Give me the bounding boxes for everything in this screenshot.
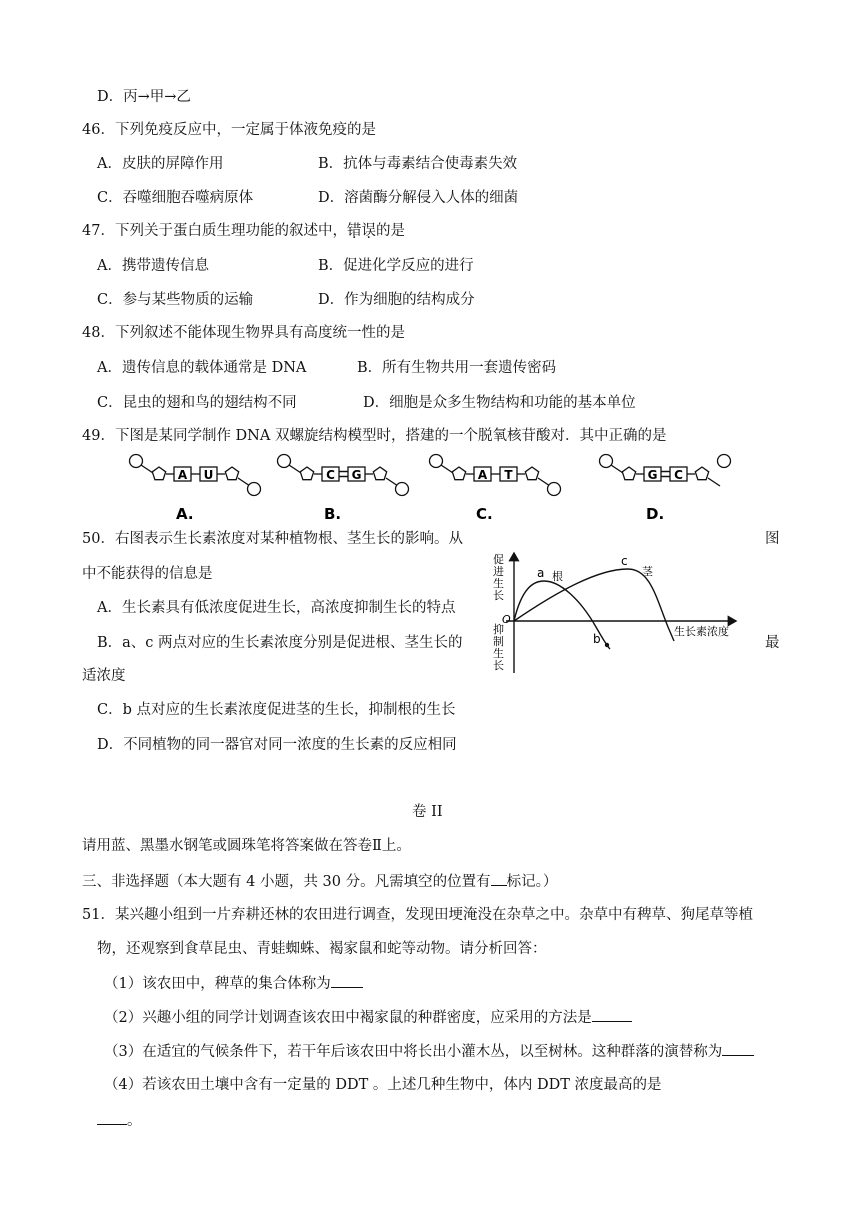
section-three-post: 标记。） — [506, 874, 558, 890]
q51-sub2-text: （2）兴趣小组的同学计划调查该农田中褐家鼠的种群密度，应采用的方法是 — [104, 1010, 592, 1026]
option-label: A. — [176, 505, 194, 523]
answer-blank-1[interactable] — [331, 973, 363, 988]
auxin-effect-graph — [488, 547, 758, 677]
answer-blank-2[interactable] — [592, 1007, 632, 1022]
q46-option-b: B．抗体与毒素结合使毒素失效 — [318, 156, 518, 172]
base-letter-right: C — [674, 468, 683, 482]
label-root: 根 — [552, 570, 563, 583]
point-b — [605, 643, 609, 647]
phosphate-circle — [130, 455, 143, 468]
blank-marker — [491, 871, 507, 886]
q47-option-d: D．作为细胞的结构成分 — [318, 292, 475, 308]
base-letter-right: T — [504, 468, 513, 482]
q47-stem — [82, 221, 405, 241]
q51-sub1-text: （1）该农田中，稗草的集合体称为 — [104, 976, 331, 992]
phosphate-circle — [548, 483, 561, 496]
phosphate-circle — [430, 455, 443, 468]
sugar-pentagon — [622, 467, 635, 480]
label-point-c: c — [621, 554, 628, 568]
q48-option-d: D．细胞是众多生物结构和功能的基本单位 — [363, 395, 636, 411]
part2-title: 卷 II — [412, 804, 443, 820]
base-letter-left: A — [177, 468, 188, 482]
base-letter-left: C — [326, 468, 335, 482]
q50-option-c: C．b 点对应的生长素浓度促进茎的生长，抑制根的生长 — [97, 702, 456, 718]
q48-option-b: B．所有生物共用一套遗传密码 — [357, 360, 557, 376]
q47-option-a: A．携带遗传信息 — [97, 258, 209, 274]
part2-instruction: 请用蓝、黑墨水钢笔或圆珠笔将答案做在答卷Ⅱ上。 — [82, 838, 411, 854]
phosphate-circle — [248, 483, 261, 496]
q47-emphasis-1: 错 — [346, 223, 362, 239]
q47-emphasis-2: 误 — [361, 223, 376, 239]
base-letter-left: A — [477, 468, 488, 482]
q50-option-b-line2: 适浓度 — [82, 668, 126, 684]
q51-sub2 — [104, 1007, 632, 1028]
q48-option-c: C．昆虫的翅和鸟的翅结构不同 — [97, 395, 297, 411]
q47-option-c: C．参与某些物质的运输 — [97, 292, 254, 308]
phosphate-circle — [600, 455, 613, 468]
answer-blank-3[interactable] — [722, 1041, 754, 1056]
option-label: C. — [476, 505, 493, 523]
q46-stem: 46．下列免疫反应中，一定属于体液免疫的是 — [82, 122, 376, 138]
sugar-pentagon — [300, 467, 313, 480]
q51-sub4-end: 。 — [127, 1113, 142, 1129]
sugar-pentagon — [373, 467, 386, 480]
y-axis-label-promote: 促进生长 — [493, 553, 504, 602]
q47-option-b: B．促进化学反应的进行 — [318, 258, 474, 274]
nucleotide-pair-diagrams — [0, 453, 865, 528]
q46-option-d: D．溶菌酶分解侵入人体的细菌 — [318, 190, 519, 206]
q51-stem-line2: 物，还观察到食草昆虫、青蛙蜘蛛、褐家鼠和蛇等动物。请分析回答： — [97, 941, 547, 957]
label-stem: 茎 — [642, 565, 653, 578]
bond-line — [611, 465, 623, 473]
answer-blank-4[interactable] — [97, 1110, 127, 1125]
q48-stem: 48．下列叙述不能体现生物界具有高度统一性的是 — [82, 325, 405, 341]
q50-stem-line2: 中不能获得的信息是 — [82, 566, 213, 582]
q47-stem-pre: 47．下列关于蛋白质生理功能的叙述中， — [82, 223, 347, 239]
q50-stem-line1: 50．右图表示生长素浓度对某种植物根、茎生长的影响。从 — [82, 531, 463, 547]
label-point-a: a — [537, 566, 545, 580]
base-letter-right: U — [203, 468, 214, 482]
q47-stem-post: 的是 — [375, 223, 405, 239]
section-three-pre: 三、非选择题（本大题有 4 小题，共 30 分。凡需填空的位置有 — [82, 874, 491, 890]
sugar-pentagon — [452, 467, 465, 480]
label-origin: O — [502, 613, 511, 626]
phosphate-circle — [396, 483, 409, 496]
bond-line — [708, 478, 720, 486]
bond-line — [386, 478, 398, 486]
q51-stem-line1: 51．某兴趣小组到一片弃耕还林的农田进行调查，发现田埂淹没在杂草之中。杂草中有稗草、狗尾草等植 — [82, 907, 753, 923]
bond-line — [289, 465, 301, 473]
base-letter-right: G — [351, 468, 362, 482]
q51-sub3 — [104, 1041, 754, 1062]
base-letter-left: G — [647, 468, 658, 482]
q50-stem-line1-end: 图 — [765, 531, 780, 547]
x-axis-label: 生长素浓度 — [674, 625, 729, 638]
y-axis-label-inhibit: 抑制生长 — [493, 623, 504, 672]
sugar-pentagon — [695, 467, 708, 480]
q50-option-b-line1: B．a、c 两点对应的生长素浓度分别是促进根、茎生长的 — [97, 635, 463, 651]
q51-sub3-text: （3）在适宜的气候条件下，若干年后该农田中将长出小灌木丛，以至树林。这种群落的演替称为 — [104, 1044, 723, 1060]
sugar-pentagon — [525, 467, 538, 480]
bond-line — [141, 465, 153, 473]
q49-stem: 49．下图是某同学制作 DNA 双螺旋结构模型时，搭建的一个脱氧核苷酸对．其中正确的是 — [82, 428, 667, 444]
q50-option-b-line1-end: 最 — [765, 635, 780, 651]
q45-option-d: D．丙→甲→乙 — [97, 89, 191, 105]
q46-option-a: A．皮肤的屏障作用 — [97, 156, 224, 172]
q46-option-c: C．吞噬细胞吞噬病原体 — [97, 190, 254, 206]
option-label: B. — [324, 505, 342, 523]
bond-line — [538, 478, 550, 486]
q51-sub1 — [104, 973, 363, 994]
option-label: D. — [646, 505, 665, 523]
bond-line — [441, 465, 453, 473]
q50-option-a: A．生长素具有低浓度促进生长，高浓度抑制生长的特点 — [97, 600, 456, 616]
sugar-pentagon — [152, 467, 165, 480]
bond-line — [238, 478, 250, 486]
q51-sub4-tail — [97, 1110, 142, 1131]
label-point-b: b — [593, 632, 601, 646]
section-three-heading — [82, 871, 557, 892]
q50-option-d: D．不同植物的同一器官对同一浓度的生长素的反应相同 — [97, 737, 457, 753]
q48-option-a: A．遗传信息的载体通常是 DNA — [97, 360, 307, 376]
phosphate-circle — [278, 455, 291, 468]
q51-sub4: （4）若该农田土壤中含有一定量的 DDT 。上述几种生物中，体内 DDT 浓度最高的是 — [104, 1077, 662, 1093]
sugar-pentagon — [225, 467, 238, 480]
phosphate-circle — [718, 455, 731, 468]
